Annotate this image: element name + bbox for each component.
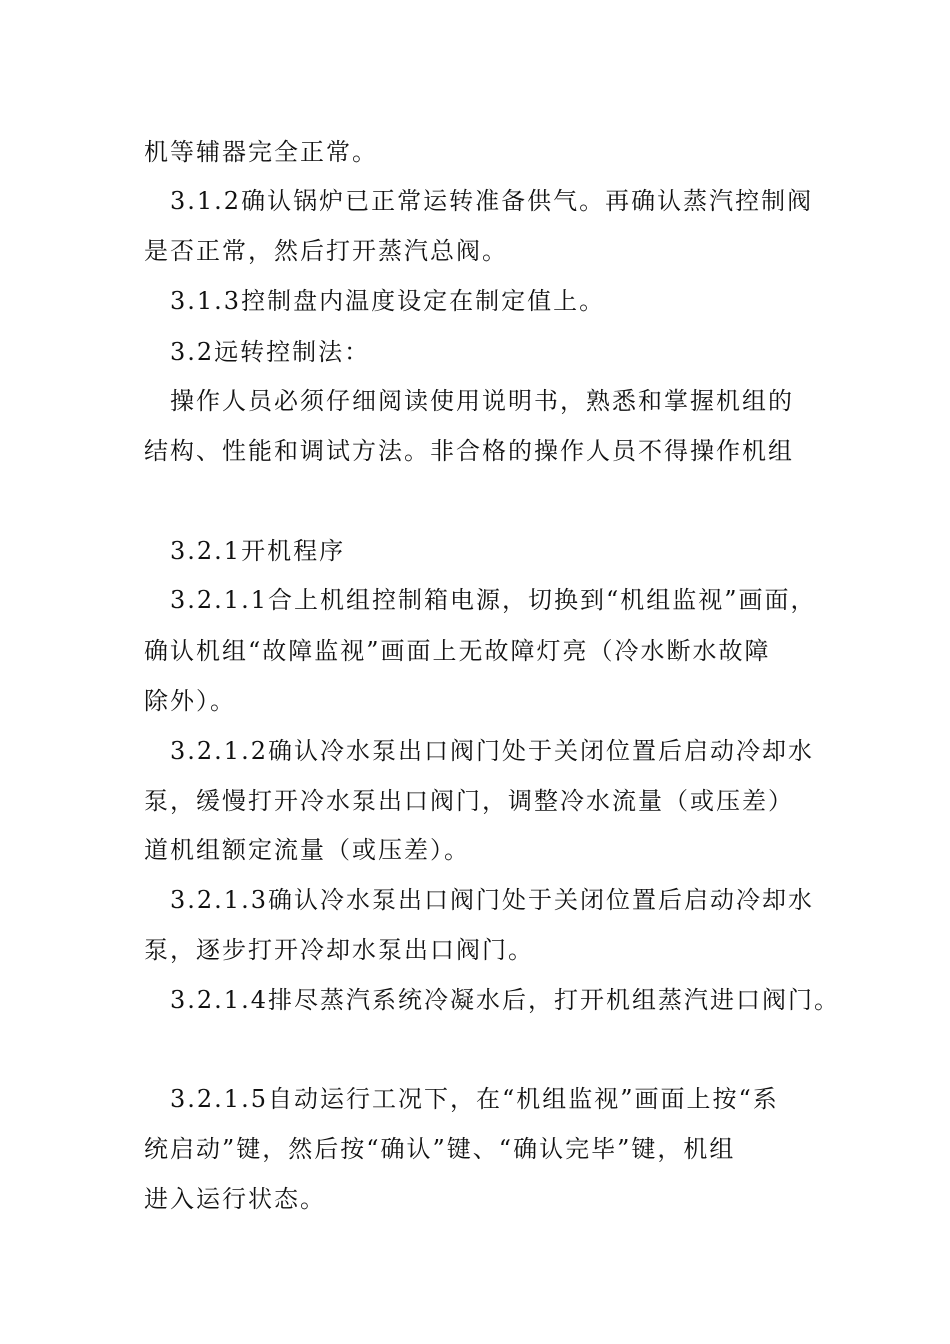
text-line: 除外）。 [144, 687, 236, 715]
text-line: 道机组额定流量（或压差）。 [144, 836, 470, 864]
text-line: 是否正常，然后打开蒸汽总阀。 [144, 237, 508, 265]
text-line: 统启动”键，然后按“确认”键、“确认完毕”键，机组 [144, 1135, 736, 1163]
section-3-2-1-2: 3.2.1.2确认冷水泵出口阀门处于关闭位置后启动冷却水 [170, 737, 814, 765]
text-line: 结构、性能和调试方法。非合格的操作人员不得操作机组 [144, 437, 794, 465]
section-3-2-1-3: 3.2.1.3确认冷水泵出口阀门处于关闭位置后启动冷却水 [170, 886, 814, 914]
text-line: 泵，逐步打开冷却水泵出口阀门。 [144, 936, 534, 964]
section-3-1-2: 3.1.2确认锅炉已正常运转准备供气。再确认蒸汽控制阀 [170, 187, 814, 215]
text-line: 泵，缓慢打开冷水泵出口阀门，调整冷水流量（或压差） [144, 787, 794, 815]
text-line: 操作人员必须仔细阅读使用说明书，熟悉和掌握机组的 [170, 387, 794, 415]
section-3-2-1-heading: 3.2.1开机程序 [170, 537, 346, 565]
section-3-2-1-1: 3.2.1.1合上机组控制箱电源，切换到“机组监视”画面， [170, 586, 817, 614]
section-3-2-heading: 3.2远转控制法： [170, 338, 371, 366]
section-3-2-1-5: 3.2.1.5自动运行工况下，在“机组监视”画面上按“系 [170, 1085, 779, 1113]
text-line: 机等辅器完全正常。 [144, 138, 378, 166]
section-3-2-1-4: 3.2.1.4排尽蒸汽系统冷凝水后，打开机组蒸汽进口阀门。 [170, 986, 840, 1014]
text-line: 确认机组“故障监视”画面上无故障灯亮（冷水断水故障 [144, 637, 771, 665]
section-3-1-3: 3.1.3控制盘内温度设定在制定值上。 [170, 287, 606, 315]
text-line: 进入运行状态。 [144, 1185, 326, 1213]
